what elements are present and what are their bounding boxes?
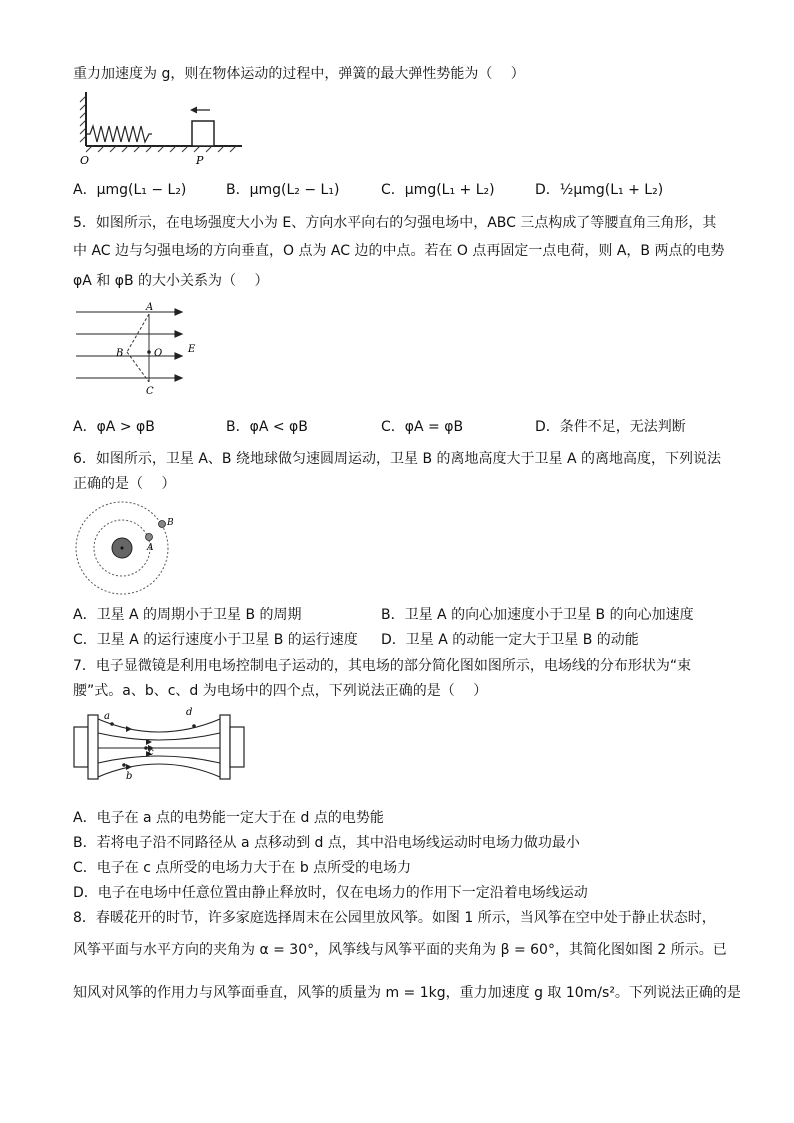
q4-option-c[interactable]: C．μmg(L₁ + L₂) <box>381 182 495 198</box>
q4-option-a[interactable]: A．μmg(L₁ − L₂) <box>73 182 187 198</box>
point-p-label: P <box>196 154 204 166</box>
q8-stem-line1: 8．春暖花开的时节，许多家庭选择周末在公园里放风筝。如图 1 所示，当风筝在空中处于静止状态时， <box>73 910 716 926</box>
satellite-b-label: B <box>167 518 174 528</box>
electron-microscope-field-figure <box>72 705 262 795</box>
point-a-label: A <box>146 302 154 313</box>
q7-option-b[interactable]: B．若将电子沿不同路径从 a 点移动到 d 点，其中沿电场线运动时电场力做功最小 <box>73 835 580 851</box>
q4-stem-tail: 重力加速度为 g，则在物体运动的过程中，弹簧的最大弹性势能为（ ） <box>73 66 525 82</box>
q5-stem-line1: 5．如图所示，在电场强度大小为 E、方向水平向右的匀强电场中，ABC 三点构成了等腰直角三角形，其 <box>73 215 717 231</box>
q4-option-d[interactable]: D．½μmg(L₁ + L₂) <box>535 182 664 198</box>
q6-option-a[interactable]: A．卫星 A 的周期小于卫星 B 的周期 <box>73 607 302 623</box>
q6-option-c[interactable]: C．卫星 A 的运行速度小于卫星 B 的运行速度 <box>73 632 358 648</box>
q5-option-b[interactable]: B．φA < φB <box>226 419 308 435</box>
q7-option-d[interactable]: D．电子在电场中任意位置由静止释放时，仅在电场力的作用下一定沿着电场线运动 <box>73 885 588 901</box>
q5-option-a[interactable]: A．φA > φB <box>73 419 155 435</box>
point-o-label: O <box>80 154 90 166</box>
q4-option-b[interactable]: B．μmg(L₂ − L₁) <box>226 182 340 198</box>
q8-stem-line3: 知风对风筝的作用力与风筝面垂直，风筝的质量为 m = 1kg，重力加速度 g 取 10m/s²。下列说法正确的是 <box>73 985 741 1001</box>
q8-stem-line2: 风筝平面与水平方向的夹角为 α = 30°，风筝线与风筝平面的夹角为 β = 60°，其简化图如图 2 所示。已 <box>73 942 727 958</box>
q5-stem-line3: φA 和 φB 的大小关系为（ ） <box>73 273 269 289</box>
point-d-label: d <box>186 707 193 718</box>
electric-field-triangle-figure <box>74 300 204 400</box>
q6-option-d[interactable]: D．卫星 A 的动能一定大于卫星 B 的动能 <box>381 632 639 648</box>
q7-stem-line1: 7．电子显微镜是利用电场控制电子运动的，其电场的部分简化图如图所示，电场线的分布形状为“束 <box>73 658 692 674</box>
point-c-label: C <box>146 386 154 397</box>
q5-option-c[interactable]: C．φA = φB <box>381 419 464 435</box>
point-c-label: c <box>148 747 154 758</box>
field-e-label: E <box>188 344 196 355</box>
q7-option-c[interactable]: C．电子在 c 点所受的电场力大于在 b 点所受的电场力 <box>73 860 412 876</box>
q7-option-a[interactable]: A．电子在 a 点的电势能一定大于在 d 点的电势能 <box>73 810 384 826</box>
q5-option-d[interactable]: D．条件不足，无法判断 <box>535 419 686 435</box>
q7-stem-line2: 腰”式。a、b、c、d 为电场中的四个点，下列说法正确的是（ ） <box>73 683 488 699</box>
q5-stem-line2: 中 AC 边与匀强电场的方向垂直，O 点为 AC 边的中点。若在 O 点再固定一点电荷，则 A，B 两点的电势 <box>73 243 725 259</box>
point-o-label: O <box>154 348 163 359</box>
satellite-a-label: A <box>147 543 154 553</box>
satellite-orbit-figure <box>72 500 182 600</box>
q6-stem-line1: 6．如图所示，卫星 A、B 绕地球做匀速圆周运动，卫星 B 的离地高度大于卫星 A 的离地高度，下列说法 <box>73 451 721 467</box>
q6-option-b[interactable]: B．卫星 A 的向心加速度小于卫星 B 的向心加速度 <box>381 607 694 623</box>
point-b-label: B <box>116 348 124 359</box>
q6-stem-line2: 正确的是（ ） <box>73 476 176 492</box>
point-b-label: b <box>126 771 133 782</box>
point-a-label: a <box>104 711 110 722</box>
spring-block-figure <box>78 88 248 166</box>
